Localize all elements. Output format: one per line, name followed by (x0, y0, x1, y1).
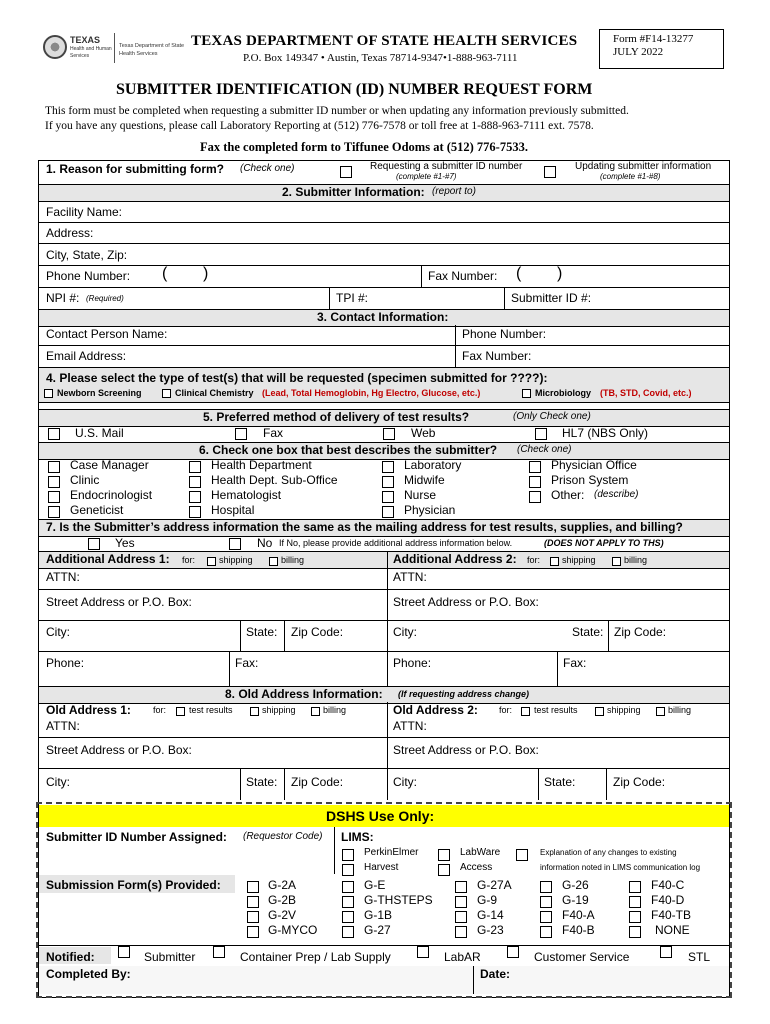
form-g26-checkbox[interactable] (540, 881, 552, 893)
addr2-attn: ATTN: (393, 570, 427, 584)
old2-city: City: (393, 775, 417, 789)
logo-texas: TEXAS (70, 35, 101, 45)
old2-attn: ATTN: (393, 719, 427, 733)
old1-street: Street Address or P.O. Box: (46, 743, 192, 757)
s4-opt1: Newborn Screening (57, 388, 142, 398)
intro-line-2: If you have any questions, please call Laboratory Reporting at (512) 776-7578 or toll free at 1-888-963-7111 ext. 7578. (45, 120, 594, 132)
same-address-yes: Yes (115, 536, 135, 550)
microbiology-checkbox[interactable] (522, 389, 531, 398)
type-clinic-checkbox[interactable] (48, 476, 60, 488)
addr2-phone: Phone: (393, 656, 432, 670)
lims-harvest-checkbox[interactable] (342, 864, 354, 876)
lims-labware: LabWare (460, 847, 501, 858)
fax-instruction: Fax the completed form to Tiffunee Odoms at (512) 776-7533. (200, 140, 528, 154)
updating-info-checkbox[interactable] (544, 166, 556, 178)
dshs-header: DSHS Use Only: (326, 808, 435, 824)
delivery-web-label: Web (411, 426, 436, 440)
type-case-manager-checkbox[interactable] (48, 461, 60, 473)
s1-opt1: Requesting a submitter ID number (370, 161, 523, 172)
form-none: NONE (655, 923, 690, 937)
addr2-street: Street Address or P.O. Box: (393, 595, 539, 609)
notified-label: Notified: (46, 950, 95, 964)
type-sub-office: Health Dept. Sub-Office (211, 473, 338, 487)
s5-header: 5. Preferred method of delivery of test results? (203, 410, 470, 424)
date-label: Date: (480, 967, 511, 981)
form-number-box (599, 29, 724, 69)
notified-container-checkbox[interactable] (213, 946, 225, 958)
assigned-label: Submitter ID Number Assigned: (46, 830, 227, 844)
s5-header-note: (Only Check one) (513, 411, 591, 422)
old1-billing-checkbox[interactable] (311, 707, 320, 716)
form-g2a-checkbox[interactable] (247, 881, 259, 893)
s6-header-note: (Check one) (517, 444, 572, 455)
type-physician-office: Physician Office (551, 458, 637, 472)
form-g19-checkbox[interactable] (540, 896, 552, 908)
fax-paren-open: ( (516, 265, 522, 282)
tpi-label: TPI #: (336, 291, 369, 305)
addr1-phone: Phone: (46, 656, 85, 670)
form-g23: G-23 (477, 923, 504, 937)
form-title: SUBMITTER IDENTIFICATION (ID) NUMBER REQUEST FORM (116, 81, 593, 98)
lims-perkinelmer-checkbox[interactable] (342, 849, 354, 861)
old2-billing: billing (668, 705, 692, 715)
type-laboratory: Laboratory (404, 458, 462, 472)
form-f40d: F40-D (651, 893, 685, 907)
addr1-zip: Zip Code: (291, 625, 344, 639)
intro-line-1: This form must be completed when requesting a submitter ID number or when updating any information previously submitted. (45, 105, 629, 117)
s3-header: 3. Contact Information: (317, 310, 449, 324)
form-g27a-checkbox[interactable] (455, 881, 467, 893)
type-prison: Prison System (551, 473, 629, 487)
old1-shipping-checkbox[interactable] (250, 707, 259, 716)
lims-explanation-checkbox[interactable] (516, 849, 528, 861)
notified-container: Container Prep / Lab Supply (240, 950, 391, 964)
form-g2b-checkbox[interactable] (247, 896, 259, 908)
logo-hhs: Health and Human (70, 46, 112, 52)
lims-labware-checkbox[interactable] (438, 849, 450, 861)
npi-label: NPI #: (46, 291, 80, 305)
type-other-note: (describe) (594, 489, 639, 500)
type-midwife-checkbox[interactable] (382, 476, 394, 488)
form-f40b: F40-B (562, 923, 595, 937)
form-f40a-checkbox[interactable] (540, 911, 552, 923)
contact-name-label: Contact Person Name: (46, 327, 168, 341)
s1-hint: (Check one) (240, 163, 295, 174)
form-gthsteps-checkbox[interactable] (342, 896, 354, 908)
notified-stl-checkbox[interactable] (660, 946, 672, 958)
old2-state: State: (544, 775, 576, 789)
notified-stl: STL (688, 950, 711, 964)
form-g27a: G-27A (477, 878, 512, 892)
type-nurse-checkbox[interactable] (382, 491, 394, 503)
newborn-screening-checkbox[interactable] (44, 389, 53, 398)
delivery-hl7-label: HL7 (NBS Only) (562, 426, 649, 440)
requesting-id-checkbox[interactable] (340, 166, 352, 178)
delivery-fax-label: Fax (263, 426, 284, 440)
addr2-fax: Fax: (563, 656, 587, 670)
form-number: Form #F14-13277 (613, 33, 694, 45)
addr1-title: Additional Address 1: (46, 552, 170, 566)
addr2-title: Additional Address 2: (393, 552, 517, 566)
addr2-for: for: (527, 555, 541, 565)
form-f40a: F40-A (562, 908, 595, 922)
type-health-dept: Health Department (211, 458, 312, 472)
s8-header: 8. Old Address Information: (225, 687, 383, 701)
form-g27: G-27 (364, 923, 391, 937)
form-g2a: G-2A (268, 878, 297, 892)
address-label: Address: (46, 226, 94, 240)
same-address-yes-checkbox[interactable] (88, 538, 100, 550)
s2-header: 2. Submitter Information: (282, 185, 425, 199)
notified-customer-service: Customer Service (534, 950, 630, 964)
logo-dept-1: Texas Department of State (119, 43, 185, 49)
s1-opt2-note: (complete #1-#8) (600, 172, 661, 181)
form-g9-checkbox[interactable] (455, 896, 467, 908)
lims-label: LIMS: (341, 830, 374, 844)
old2-street: Street Address or P.O. Box: (393, 743, 539, 757)
delivery-hl7-checkbox[interactable] (535, 428, 547, 440)
s1-opt2: Updating submitter information (575, 161, 712, 172)
type-clinic: Clinic (70, 473, 100, 487)
s6-header: 6. Check one box that best describes the submitter? (199, 443, 498, 457)
form-date: JULY 2022 (613, 46, 664, 58)
submitter-id-label: Submitter ID #: (511, 291, 592, 305)
old1-attn: ATTN: (46, 719, 80, 733)
old2-billing-checkbox[interactable] (656, 707, 665, 716)
old2-zip: Zip Code: (613, 775, 666, 789)
addr1-billing-checkbox[interactable] (269, 557, 278, 566)
type-geneticist: Geneticist (70, 503, 124, 517)
form-g27-checkbox[interactable] (342, 926, 354, 938)
type-hospital-checkbox[interactable] (189, 506, 201, 518)
type-hospital: Hospital (211, 503, 255, 517)
delivery-mail-label: U.S. Mail (75, 426, 124, 440)
delivery-web-checkbox[interactable] (383, 428, 395, 440)
form-f40c-checkbox[interactable] (629, 881, 641, 893)
type-sub-office-checkbox[interactable] (189, 476, 201, 488)
old1-zip: Zip Code: (291, 775, 344, 789)
type-other: Other: (551, 488, 585, 502)
lims-note-2: information noted in LIMS communication log (540, 863, 701, 872)
same-address-no: No (257, 536, 273, 550)
assigned-note: (Requestor Code) (243, 831, 323, 842)
phone-label: Phone Number: (46, 269, 131, 283)
old1-state: State: (246, 775, 278, 789)
type-health-dept-checkbox[interactable] (189, 461, 201, 473)
s1-opt1-note: (complete #1-#7) (396, 172, 457, 181)
logo (40, 30, 185, 68)
old2-results: test results (534, 705, 578, 715)
old2-results-checkbox[interactable] (521, 707, 530, 716)
s8-header-band (39, 686, 729, 704)
form-none-checkbox[interactable] (629, 926, 641, 938)
phone-paren-open: ( (162, 265, 168, 282)
addr2-billing-checkbox[interactable] (612, 557, 621, 566)
s7-header: 7. Is the Submitter’s address information the same as the mailing address for test results, supplies, and billing? (46, 520, 683, 534)
type-prison-checkbox[interactable] (529, 476, 541, 488)
facility-name-label: Facility Name: (46, 205, 123, 219)
addr1-attn: ATTN: (46, 570, 80, 584)
type-hematologist: Hematologist (211, 488, 282, 502)
type-hematologist-checkbox[interactable] (189, 491, 201, 503)
s7-no-note: If No, please provide additional address information below. (279, 538, 513, 548)
type-endocrinologist-checkbox[interactable] (48, 491, 60, 503)
same-address-no-checkbox[interactable] (229, 538, 241, 550)
notified-labar-checkbox[interactable] (417, 946, 429, 958)
phone-paren-close: ) (203, 265, 209, 282)
s2-header-note: (report to) (432, 186, 476, 197)
addr1-shipping: shipping (219, 555, 253, 565)
type-midwife: Midwife (404, 473, 445, 487)
notified-customer-service-checkbox[interactable] (507, 946, 519, 958)
old2-title: Old Address 2: (393, 703, 478, 717)
form-f40d-checkbox[interactable] (629, 896, 641, 908)
s4-header: 4. Please select the type of test(s) that will be requested (specimen submitted for ????): (46, 371, 548, 385)
form-g23-checkbox[interactable] (455, 926, 467, 938)
form-g2v-checkbox[interactable] (247, 911, 259, 923)
form-g1b: G-1B (364, 908, 393, 922)
addr1-state: State: (246, 625, 278, 639)
form-g26: G-26 (562, 878, 589, 892)
addr2-shipping-checkbox[interactable] (550, 557, 559, 566)
contact-fax-label: Fax Number: (462, 349, 532, 363)
notified-submitter: Submitter (144, 950, 196, 964)
lims-access: Access (460, 862, 493, 873)
s7-no-note-2: (DOES NOT APPLY TO THS) (544, 538, 664, 548)
form-gmyco: G-MYCO (268, 923, 318, 937)
form-g2v: G-2V (268, 908, 297, 922)
completed-by-label: Completed By: (46, 967, 131, 981)
addr2-billing: billing (624, 555, 648, 565)
s4-opt2: Clinical Chemistry (175, 388, 254, 398)
type-geneticist-checkbox[interactable] (48, 506, 60, 518)
form-f40tb: F40-TB (651, 908, 692, 922)
city-state-zip-label: City, State, Zip: (46, 248, 128, 262)
form-g9: G-9 (477, 893, 498, 907)
old1-for: for: (153, 705, 167, 715)
type-case-manager: Case Manager (70, 458, 149, 472)
old2-for: for: (499, 705, 513, 715)
old1-results: test results (189, 705, 233, 715)
addr1-fax: Fax: (235, 656, 259, 670)
form-g1b-checkbox[interactable] (342, 911, 354, 923)
delivery-fax-checkbox[interactable] (235, 428, 247, 440)
s1-label: 1. Reason for submitting form? (46, 162, 225, 176)
addr1-for: for: (182, 555, 196, 565)
forms-label: Submission Form(s) Provided: (46, 878, 221, 892)
form-gthsteps: G-THSTEPS (364, 893, 433, 907)
form-f40c: F40-C (651, 878, 685, 892)
type-physician-checkbox[interactable] (382, 506, 394, 518)
addr1-billing: billing (281, 555, 305, 565)
old1-city: City: (46, 775, 70, 789)
form-ge: G-E (364, 878, 386, 892)
old2-shipping-checkbox[interactable] (595, 707, 604, 716)
s4-opt3-note: (TB, STD, Covid, etc.) (600, 388, 692, 398)
lims-perkinelmer: PerkinElmer (364, 847, 419, 858)
notified-submitter-checkbox[interactable] (118, 946, 130, 958)
agency-address: P.O. Box 149347 • Austin, Texas 78714-9347•1-888-963-7111 (243, 52, 518, 64)
old1-title: Old Address 1: (46, 703, 131, 717)
addr1-shipping-checkbox[interactable] (207, 557, 216, 566)
addr2-zip: Zip Code: (614, 625, 667, 639)
old2-shipping: shipping (607, 705, 641, 715)
type-laboratory-checkbox[interactable] (382, 461, 394, 473)
old1-shipping: shipping (262, 705, 296, 715)
addr2-state: State: (572, 625, 604, 639)
notified-labar: LabAR (444, 950, 481, 964)
texas-seal-icon (43, 35, 67, 59)
type-endocrinologist: Endocrinologist (70, 488, 153, 502)
form-g2b: G-2B (268, 893, 297, 907)
s4-opt2-note: (Lead, Total Hemoglobin, Hg Electro, Glucose, etc.) (262, 388, 481, 398)
form-f40tb-checkbox[interactable] (629, 911, 641, 923)
type-physician: Physician (404, 503, 456, 517)
delivery-mail-checkbox[interactable] (48, 428, 60, 440)
fax-label: Fax Number: (428, 269, 498, 283)
form-g19: G-19 (562, 893, 589, 907)
type-physician-office-checkbox[interactable] (529, 461, 541, 473)
lims-access-checkbox[interactable] (438, 864, 450, 876)
addr1-city: City: (46, 625, 70, 639)
form-f40b-checkbox[interactable] (540, 926, 552, 938)
contact-phone-label: Phone Number: (462, 327, 547, 341)
logo-dept-2: Health Services (119, 51, 158, 57)
old1-results-checkbox[interactable] (176, 707, 185, 716)
completed-band (39, 966, 729, 994)
email-label: Email Address: (46, 349, 127, 363)
fax-paren-close: ) (557, 265, 563, 282)
form-gmyco-checkbox[interactable] (247, 926, 259, 938)
lims-note-1: Explanation of any changes to existing (540, 848, 677, 857)
clinical-chemistry-checkbox[interactable] (162, 389, 171, 398)
form-g14: G-14 (477, 908, 504, 922)
logo-services: Services (70, 53, 90, 59)
form-g14-checkbox[interactable] (455, 911, 467, 923)
addr2-city: City: (393, 625, 417, 639)
addr2-shipping: shipping (562, 555, 596, 565)
s4-opt3: Microbiology (535, 388, 591, 398)
type-nurse: Nurse (404, 488, 437, 502)
agency-name: TEXAS DEPARTMENT OF STATE HEALTH SERVICES (191, 33, 578, 49)
old1-billing: billing (323, 705, 347, 715)
s8-header-note: (If requesting address change) (398, 689, 530, 699)
lims-harvest: Harvest (364, 862, 399, 873)
npi-note: (Required) (86, 294, 124, 303)
type-other-checkbox[interactable] (529, 491, 541, 503)
addr1-street: Street Address or P.O. Box: (46, 595, 192, 609)
form-ge-checkbox[interactable] (342, 881, 354, 893)
